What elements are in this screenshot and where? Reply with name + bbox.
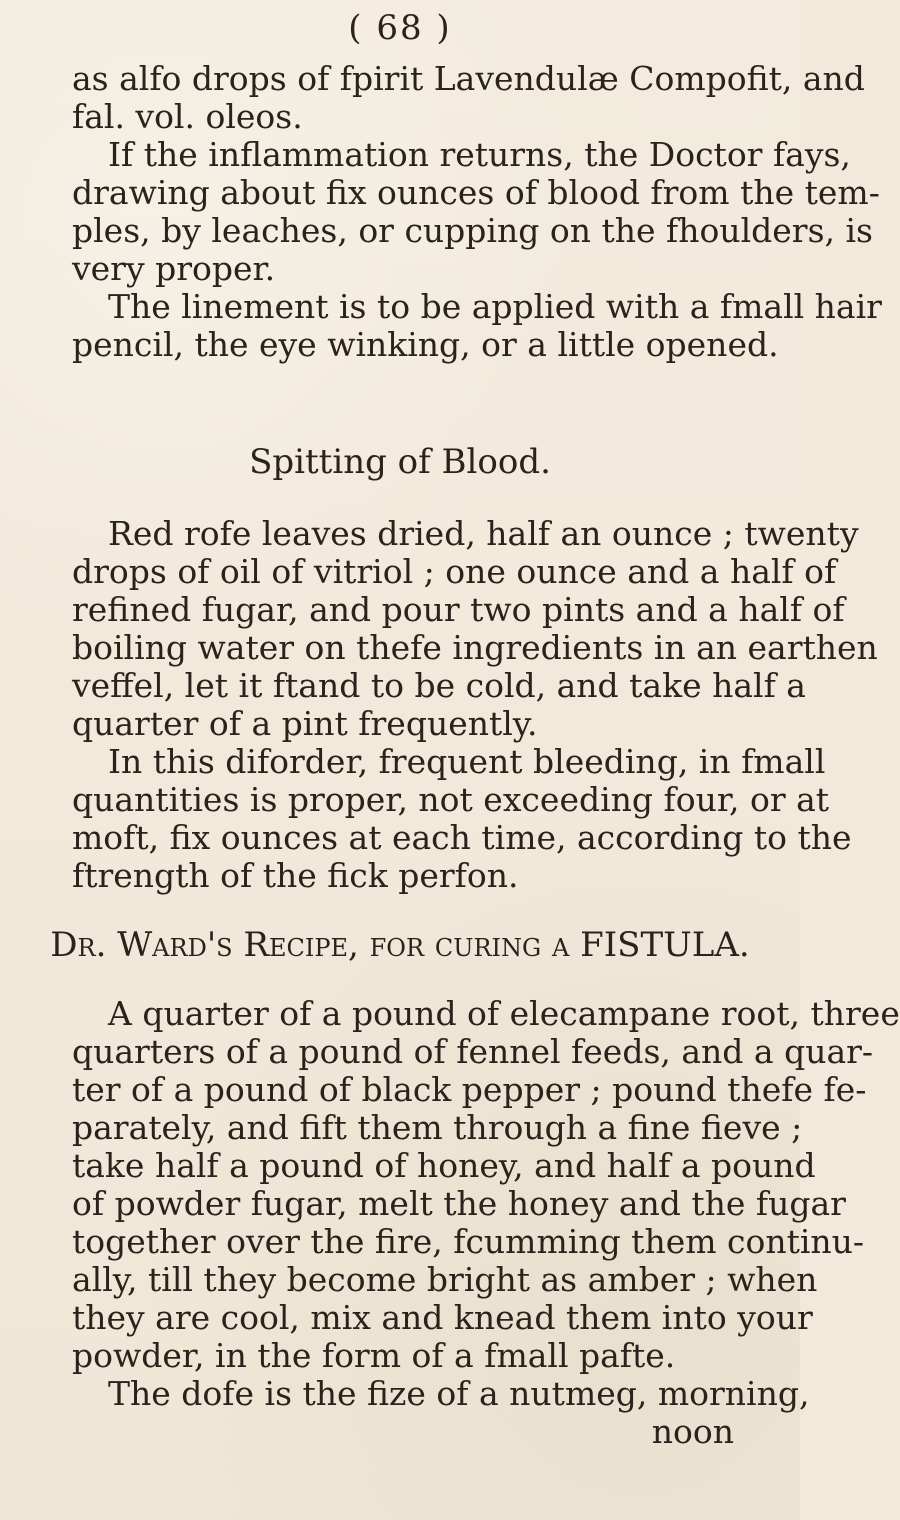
text-line: they are cool, mix and knead them into your [72,1298,813,1337]
text-line: parately, and fift them through a fine fieve ; [72,1108,803,1147]
paragraph-3 [72,994,900,1451]
text-line: as alfo drops of fpirit Lavendulæ Compofit, and [72,59,865,98]
text-line: The linement is to be applied with a fmall hair [108,287,882,326]
text-line: together over the fire, fcumming them continu- [72,1222,865,1261]
text-line: boiling water on thefe ingredients in an earthen [72,628,878,667]
text-line: refined fugar, and pour two pints and a half of [72,590,845,629]
text-line: drops of oil of vitriol ; one ounce and a half of [72,552,837,591]
text-line: ftrength of the fick perfon. [72,856,519,895]
text-line: of powder fugar, melt the honey and the fugar [72,1184,846,1223]
paragraph-2 [72,514,878,895]
section-title-spitting-of-blood: Spitting of Blood. [249,442,551,482]
text-line: drawing about fix ounces of blood from the tem- [72,173,880,212]
text-line: Red rofe leaves dried, half an ounce ; twenty [108,514,859,553]
text-line: If the inflammation returns, the Doctor fays, [108,135,851,174]
text-line: powder, in the form of a fmall pafte. [72,1336,676,1375]
text-line: very proper. [72,249,276,288]
text-line: A quarter of a pound of elecampane root, three [108,994,900,1033]
text-line: quarter of a pint frequently. [72,704,538,743]
text-line: pencil, the eye winking, or a little opened. [72,325,779,364]
text-line: quarters of a pound of fennel feeds, and a quar- [72,1032,874,1071]
section-title-fistula-recipe: Dr. Ward's Recipe, for curing a FISTULA. [50,925,750,965]
text-line: In this diforder, frequent bleeding, in fmall [108,742,826,781]
text-line: moft, fix ounces at each time, according to the [72,818,852,857]
catchword: noon [651,1412,734,1451]
text-line: The dofe is the fize of a nutmeg, morning, [108,1374,810,1413]
text-line: ter of a pound of black pepper ; pound thefe fe- [72,1070,867,1109]
text-line: take half a pound of honey, and half a pound [72,1146,816,1185]
text-line: ally, till they become bright as amber ; when [72,1260,818,1299]
text-line: quantities is proper, not exceeding four, or at [72,780,830,819]
text-line: ples, by leaches, or cupping on the fhoulders, is [72,211,873,250]
page-number: ( 68 ) [348,8,452,48]
text-line: veffel, let it ftand to be cold, and take half a [72,666,806,705]
text-line: fal. vol. oleos. [72,97,303,136]
paragraph-1 [72,59,882,364]
